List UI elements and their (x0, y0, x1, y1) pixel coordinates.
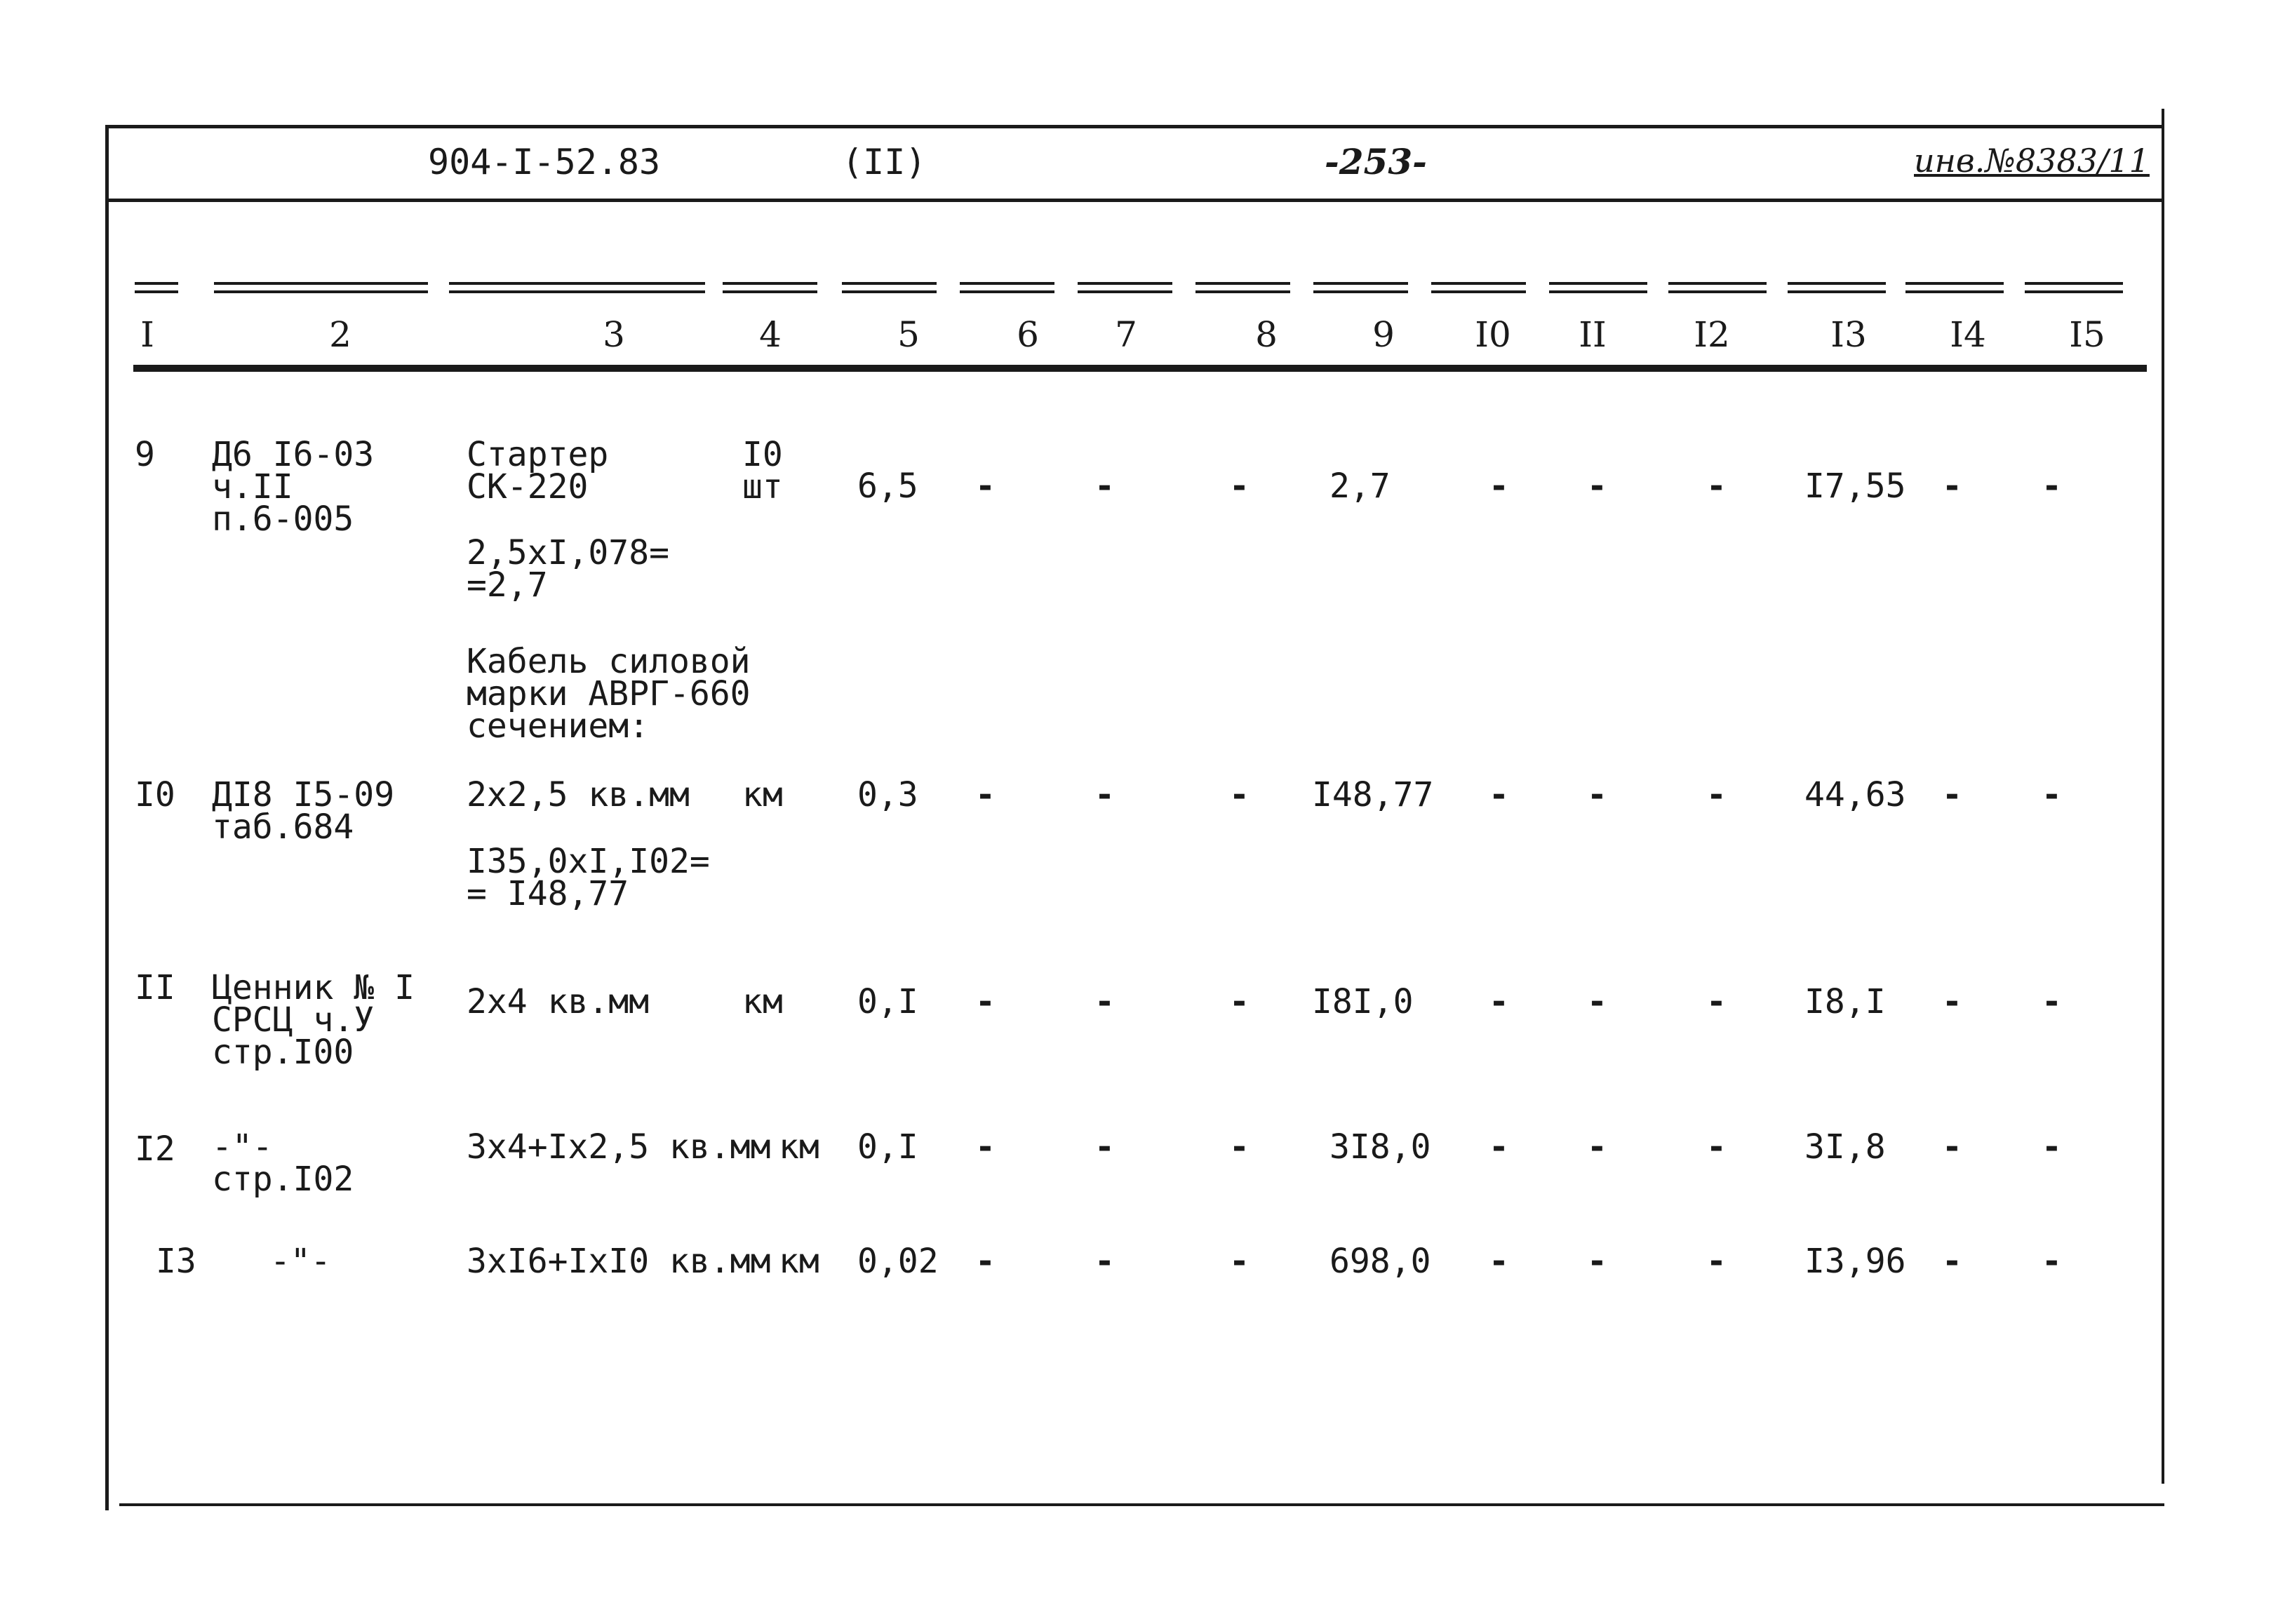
frame-right-line (2162, 109, 2164, 1484)
column-rule (1549, 282, 1647, 293)
page-number: -253- (1325, 141, 1427, 182)
row-number: I2 (135, 1129, 175, 1169)
column-rule (1313, 282, 1408, 293)
col6-value: - (975, 1242, 996, 1281)
column-number: I5 (2069, 314, 2105, 355)
col10-value: - (1489, 467, 1509, 506)
quantity: 0,I (857, 982, 918, 1021)
col7-value: - (1094, 467, 1115, 506)
col13-value: 3I,8 (1804, 1127, 1886, 1167)
column-number: I2 (1694, 314, 1730, 355)
col6-value: - (975, 1127, 996, 1167)
col6-value: - (975, 775, 996, 814)
item-description: 2x4 кв.мм (467, 982, 650, 1021)
col9-value: 2,7 (1329, 467, 1391, 506)
column-rule (723, 282, 817, 293)
col7-value: - (1094, 982, 1115, 1021)
col15-value: - (2042, 1127, 2062, 1167)
inventory-number: инв.№8383/11 (1914, 142, 2150, 180)
row-number: I3 (156, 1242, 196, 1281)
col12-value: - (1706, 1242, 1727, 1281)
column-rule (1905, 282, 2004, 293)
col15-value: - (2042, 1242, 2062, 1281)
col6-value: - (975, 982, 996, 1021)
column-number: 2 (329, 314, 351, 355)
row-number: I0 (135, 775, 175, 814)
norm-code: ДI8 I5-09 таб.684 (212, 775, 395, 847)
column-number: I3 (1830, 314, 1867, 355)
col13-value: I3,96 (1804, 1242, 1906, 1281)
column-rule (1668, 282, 1767, 293)
item-description: 2x2,5 кв.мм (467, 775, 690, 814)
col10-value: - (1489, 1242, 1509, 1281)
column-rule (214, 282, 428, 293)
unit: км (742, 775, 783, 814)
column-number: 8 (1255, 314, 1278, 355)
col14-value: - (1942, 982, 1962, 1021)
col11-value: - (1587, 775, 1607, 814)
section-note: Кабель силовой марки АВРГ-660 сечением: (467, 642, 751, 746)
col7-value: - (1094, 1127, 1115, 1167)
unit: км (779, 1242, 819, 1281)
col10-value: - (1489, 775, 1509, 814)
col7-value: - (1094, 775, 1115, 814)
col11-value: - (1587, 467, 1607, 506)
column-rule (449, 282, 705, 293)
column-number: 6 (1017, 314, 1039, 355)
norm-code: Д6 I6-03 ч.II п.6-005 (212, 435, 375, 539)
col14-value: - (1942, 467, 1962, 506)
header-thick-rule (133, 365, 2147, 372)
column-number: I0 (1475, 314, 1511, 355)
column-number: 3 (603, 314, 625, 355)
col14-value: - (1942, 1242, 1962, 1281)
unit: км (742, 982, 783, 1021)
column-rule (135, 282, 178, 293)
col15-value: - (2042, 775, 2062, 814)
column-rule (2025, 282, 2123, 293)
frame-left-line (105, 125, 109, 1510)
col15-value: - (2042, 467, 2062, 506)
col8-value: - (1229, 775, 1250, 814)
col10-value: - (1489, 982, 1509, 1021)
col7-value: - (1094, 1242, 1115, 1281)
column-number: II (1579, 314, 1607, 355)
col13-value: I8,I (1804, 982, 1886, 1021)
col12-value: - (1706, 467, 1727, 506)
col13-value: I7,55 (1804, 467, 1906, 506)
item-description: 3x4+Ix2,5 кв.мм (467, 1127, 771, 1167)
column-number: I4 (1950, 314, 1986, 355)
column-number: I (140, 314, 154, 355)
item-description: Стартер СК-220 (467, 435, 609, 506)
col8-value: - (1229, 982, 1250, 1021)
quantity-calculation: I35,0xI,I02= = I48,77 (467, 842, 710, 913)
frame-top-line (105, 125, 2164, 128)
col14-value: - (1942, 1127, 1962, 1167)
unit: I0 шт (742, 435, 783, 506)
col8-value: - (1229, 1242, 1250, 1281)
row-number: 9 (135, 435, 155, 474)
col9-value: I8I,0 (1312, 982, 1414, 1021)
col9-value: 698,0 (1329, 1242, 1431, 1281)
col11-value: - (1587, 1127, 1607, 1167)
quantity-calculation: 2,5xI,078= =2,7 (467, 533, 669, 605)
col9-value: 3I8,0 (1329, 1127, 1431, 1167)
column-number: 4 (759, 314, 782, 355)
quantity: 0,3 (857, 775, 918, 814)
frame-bottom-line (119, 1503, 2164, 1506)
document-code: 904-I-52.83 (428, 142, 661, 182)
col14-value: - (1942, 775, 1962, 814)
col12-value: - (1706, 1127, 1727, 1167)
quantity: 6,5 (857, 467, 918, 506)
col15-value: - (2042, 982, 2062, 1021)
quantity: 0,I (857, 1127, 918, 1167)
header-divider (105, 199, 2164, 202)
col11-value: - (1587, 982, 1607, 1021)
sheet-number: (II) (842, 142, 927, 182)
col10-value: - (1489, 1127, 1509, 1167)
col12-value: - (1706, 982, 1727, 1021)
column-rule (1195, 282, 1290, 293)
column-number: 7 (1115, 314, 1137, 355)
column-rule (960, 282, 1054, 293)
norm-code: Ценник № I СРСЦ ч.У стр.I00 (212, 968, 415, 1072)
col8-value: - (1229, 467, 1250, 506)
col11-value: - (1587, 1242, 1607, 1281)
unit: км (779, 1127, 819, 1167)
col6-value: - (975, 467, 996, 506)
column-rule (842, 282, 937, 293)
norm-code: -"- (270, 1242, 331, 1281)
norm-code: -"- стр.I02 (212, 1127, 354, 1199)
column-rule (1431, 282, 1526, 293)
col9-value: I48,77 (1312, 775, 1434, 814)
col13-value: 44,63 (1804, 775, 1906, 814)
col8-value: - (1229, 1127, 1250, 1167)
column-number: 9 (1372, 314, 1395, 355)
item-description: 3xI6+IxI0 кв.мм (467, 1242, 771, 1281)
col12-value: - (1706, 775, 1727, 814)
row-number: II (135, 968, 175, 1007)
column-rule (1788, 282, 1886, 293)
column-number: 5 (897, 314, 920, 355)
column-rule (1078, 282, 1172, 293)
quantity: 0,02 (857, 1242, 939, 1281)
